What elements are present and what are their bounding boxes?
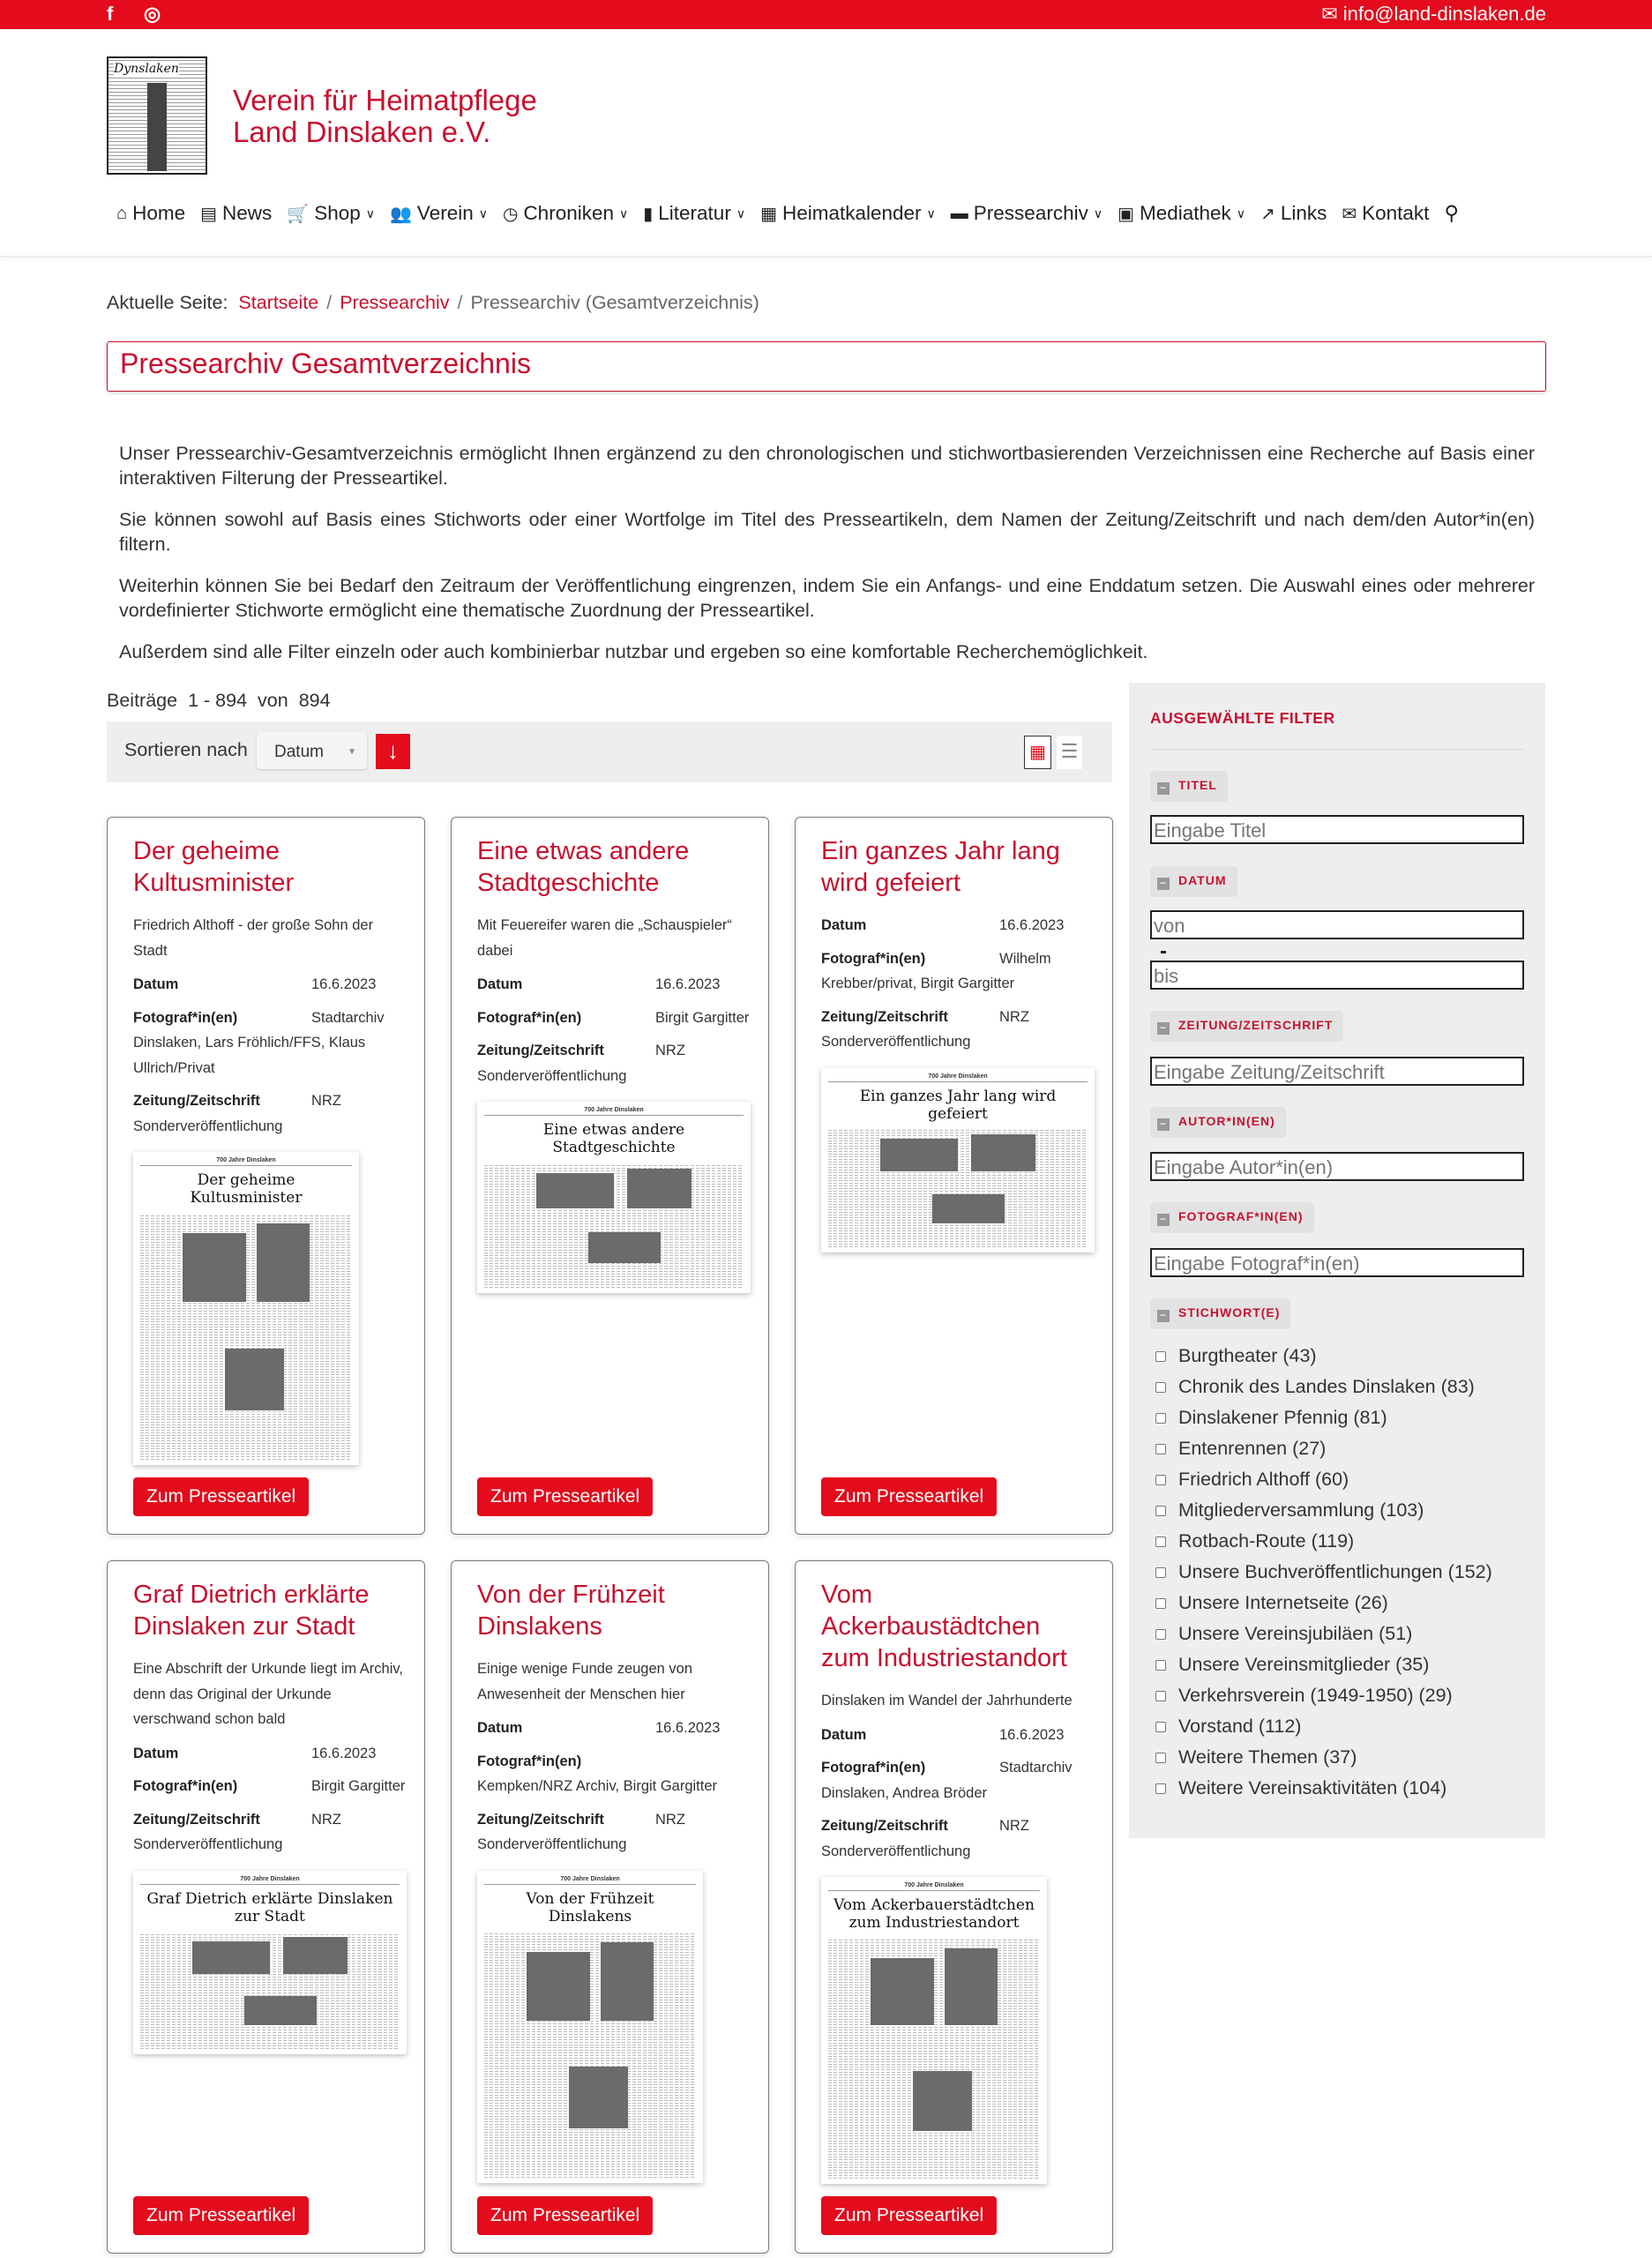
nav-links[interactable]: ↗ Links	[1260, 202, 1327, 224]
facebook-icon[interactable]: f	[107, 3, 114, 25]
list-view-icon[interactable]: ☰	[1057, 736, 1082, 769]
checkbox[interactable]	[1155, 1691, 1166, 1701]
minus-icon: −	[1157, 1214, 1170, 1226]
article-card	[795, 1560, 1113, 2254]
chevron-down-icon: ∨	[1093, 206, 1103, 221]
nav-heimatkalender[interactable]: ▦ Heimatkalender ∨	[760, 202, 936, 224]
nav-verein[interactable]: 👥 Verein ∨	[390, 202, 488, 224]
article-date: Datum 16.6.2023	[821, 917, 1065, 933]
article-card	[107, 817, 425, 1535]
article-newspaper: Zeitung/Zeitschrift NRZ Sonderveröffentlichung	[133, 1811, 341, 1852]
shop-icon: 🛒	[287, 204, 310, 224]
minus-icon: −	[1157, 1118, 1170, 1131]
checkbox[interactable]	[1155, 1506, 1166, 1516]
filter-toggle-titel[interactable]: − TITEL	[1150, 771, 1228, 802]
results-count: Beiträge 1 - 894 von 894	[107, 690, 331, 711]
keyword-checkbox[interactable]: Dinslakener Pfennig (81)	[1155, 1407, 1387, 1429]
article-date: Datum 16.6.2023	[133, 976, 377, 992]
keyword-checkbox[interactable]: Unsere Internetseite (26)	[1155, 1592, 1388, 1614]
site-header	[0, 29, 1652, 257]
sort-label: Sortieren nach	[124, 739, 248, 760]
checkbox[interactable]	[1155, 1351, 1166, 1362]
chevron-down-icon: ∨	[736, 206, 746, 221]
chevron-down-icon: ∨	[926, 206, 936, 221]
article-newspaper: Zeitung/Zeitschrift NRZ Sonderveröffentlichung	[477, 1043, 685, 1084]
minus-icon: −	[1157, 1022, 1170, 1035]
zeitung-input[interactable]	[1150, 1057, 1524, 1086]
checkbox[interactable]	[1155, 1753, 1166, 1763]
sort-bar	[107, 722, 1112, 782]
news-icon: ▤	[200, 204, 218, 224]
instagram-icon[interactable]: ◎	[144, 3, 161, 25]
article-thumbnail[interactable]: 700 Jahre Dinslaken Von der Frühzeit Dinslakens	[477, 1871, 703, 2183]
chevron-down-icon: ∨	[365, 206, 376, 221]
article-title[interactable]: Der geheime Kultusminister	[133, 837, 295, 897]
keyword-checkbox[interactable]: Burgtheater (43)	[1155, 1345, 1317, 1367]
filter-heading: AUSGEWÄHLTE FILTER	[1150, 709, 1335, 727]
chevron-down-icon: ∨	[478, 206, 488, 221]
article-subtitle: Einige wenige Funde zeugen von Anwesenheit der Menschen hier	[477, 1661, 693, 1702]
main-nav	[116, 202, 1474, 225]
caret-down-icon: ▼	[348, 747, 356, 757]
filter-toggle-autor[interactable]: − AUTOR*IN(EN)	[1150, 1107, 1286, 1138]
article-subtitle: Friedrich Althoff - der große Sohn der Stadt	[133, 917, 374, 959]
zum-presseartikel-button[interactable]: Zum Presseartikel	[477, 2196, 653, 2235]
keyword-checkbox[interactable]: Vorstand (112)	[1155, 1716, 1301, 1738]
checkbox[interactable]	[1155, 1536, 1166, 1547]
breadcrumb-current: Pressearchiv (Gesamtverzeichnis)	[470, 292, 759, 313]
checkbox[interactable]	[1155, 1598, 1166, 1609]
email-link[interactable]: ✉ info@land-dinslaken.de	[1321, 3, 1546, 25]
keyword-checkbox[interactable]: Mitgliederversammlung (103)	[1155, 1499, 1424, 1522]
keyword-checkbox[interactable]: Rotbach-Route (119)	[1155, 1530, 1354, 1552]
nav-chroniken[interactable]: ◷ Chroniken ∨	[502, 202, 629, 224]
article-photographer: Fotograf*in(en) Stadtarchiv Dinslaken, Andrea Bröder	[821, 1760, 1073, 1801]
literatur-icon: ▮	[643, 204, 654, 224]
checkbox[interactable]	[1155, 1444, 1166, 1454]
article-newspaper: Zeitung/Zeitschrift NRZ Sonderveröffentlichung	[821, 1008, 1029, 1050]
top-bar	[0, 0, 1652, 29]
keyword-checkbox[interactable]: Unsere Vereinsmitglieder (35)	[1155, 1654, 1429, 1676]
site-logo[interactable]: Dynslaken	[107, 56, 207, 175]
intro-text: Unser Pressearchiv-Gesamtverzeichnis ermöglicht Ihnen ergänzend zu den chronologischen und stichwortbasierenden Verzeichnissen eine Recherche auf Basis einer interaktiven Filterung der Presseartikel. Sie können sowohl auf Basis eines Stichworts oder einer Wortfolge im Titel des Presseartikeln, dem Namen der Zeitung/Zeitschrift und nach dem/den Autor*in(en) filtern. Weiterhin können Sie bei Bedarf den Zeitraum der Veröffentlichung eingrenzen, indem Sie ein Anfangs- und eine Enddatum setzen. Die Auswahl eines oder mehrerer vordefinierter Stichworte ermöglicht eine thematische Zuordnung der Presseartikel. Außerdem sind alle Filter einzeln oder auch kombinierbar nutzbar und ergeben so eine komfortable Recherchemöglichkeit.	[119, 443, 1535, 662]
checkbox[interactable]	[1155, 1475, 1166, 1485]
checkbox[interactable]	[1155, 1413, 1166, 1424]
keyword-checkbox[interactable]: Weitere Vereinsaktivitäten (104)	[1155, 1777, 1446, 1799]
article-card	[107, 1560, 425, 2254]
filter-toggle-stichwort[interactable]: − STICHWORT(E)	[1150, 1298, 1290, 1329]
checkbox[interactable]	[1155, 1567, 1166, 1578]
breadcrumb-startseite[interactable]: Startseite	[238, 292, 319, 313]
nav-shop[interactable]: 🛒 Shop ∨	[287, 202, 376, 224]
article-newspaper: Zeitung/Zeitschrift NRZ Sonderveröffentlichung	[821, 1818, 1029, 1859]
article-thumbnail[interactable]: 700 Jahre Dinslaken Vom Ackerbauerstädtchen zum Industriestandort	[821, 1877, 1047, 2184]
checkbox[interactable]	[1155, 1629, 1166, 1640]
article-subtitle: Dinslaken im Wandel der Jahrhunderte	[821, 1693, 1073, 1708]
minus-icon: −	[1157, 878, 1170, 890]
grid-view-icon[interactable]: ▦	[1024, 736, 1051, 769]
date-to-input[interactable]	[1150, 961, 1524, 990]
site-name[interactable]: Verein für Heimatpflege Land Dinslaken e.V.	[233, 84, 537, 148]
heimatkalender-icon: ▦	[760, 204, 777, 224]
checkbox[interactable]	[1155, 1660, 1166, 1671]
keyword-checkbox[interactable]: Unsere Vereinsjubiläen (51)	[1155, 1623, 1412, 1645]
page-title: Pressearchiv Gesamtverzeichnis	[107, 341, 1546, 392]
minus-icon: −	[1157, 1310, 1170, 1322]
chevron-down-icon: ∨	[619, 206, 629, 221]
pressearchiv-icon: ▬	[950, 203, 968, 223]
article-card	[795, 817, 1113, 1535]
chroniken-icon: ◷	[502, 204, 519, 224]
verein-icon: 👥	[390, 204, 412, 224]
article-thumbnail[interactable]: 700 Jahre Dinslaken Graf Dietrich erklärte Dinslaken zur Stadt	[133, 1871, 407, 2054]
article-date: Datum 16.6.2023	[133, 1745, 377, 1761]
search-icon[interactable]: ⚲	[1444, 202, 1459, 224]
article-subtitle: Eine Abschrift der Urkunde liegt im Archiv, denn das Original der Urkunde verschwand schon bald	[133, 1661, 403, 1727]
article-title[interactable]: Von der Frühzeit Dinslakens	[477, 1581, 665, 1641]
titel-input[interactable]	[1150, 815, 1524, 844]
keyword-checkbox[interactable]: Verkehrsverein (1949-1950) (29)	[1155, 1685, 1453, 1707]
zum-presseartikel-button[interactable]: Zum Presseartikel	[477, 1477, 653, 1516]
article-title[interactable]: Vom Ackerbaustädtchen zum Industriestandort	[821, 1581, 1067, 1672]
nav-kontakt[interactable]: ✉ Kontakt	[1342, 202, 1430, 224]
links-icon: ↗	[1260, 204, 1275, 224]
nav-home[interactable]: ⌂ Home	[116, 202, 186, 224]
zum-presseartikel-button[interactable]: Zum Presseartikel	[821, 1477, 997, 1516]
article-card	[451, 817, 769, 1535]
keyword-checkbox[interactable]: Weitere Themen (37)	[1155, 1746, 1357, 1768]
article-grid	[107, 817, 1112, 2254]
filter-sidebar	[1129, 683, 1545, 1838]
checkbox[interactable]	[1155, 1783, 1166, 1794]
filter-toggle-fotograf[interactable]: − FOTOGRAF*IN(EN)	[1150, 1202, 1314, 1233]
mediathek-icon: ▣	[1118, 204, 1134, 224]
date-separator	[1161, 951, 1166, 953]
minus-icon: −	[1157, 782, 1170, 795]
home-icon: ⌂	[116, 203, 128, 223]
nav-literatur[interactable]: ▮ Literatur ∨	[643, 202, 746, 224]
article-newspaper: Zeitung/Zeitschrift NRZ Sonderveröffentlichung	[133, 1093, 341, 1134]
nav-pressearchiv[interactable]: ▬ Pressearchiv ∨	[950, 202, 1103, 224]
nav-mediathek[interactable]: ▣ Mediathek ∨	[1118, 202, 1246, 224]
article-photographer: Fotograf*in(en) Wilhelm Krebber/privat, Birgit Gargitter	[821, 950, 1051, 991]
filter-toggle-zeitung[interactable]: − ZEITUNG/ZEITSCHRIFT	[1150, 1011, 1343, 1042]
envelope-icon: ✉	[1321, 3, 1343, 25]
date-from-input[interactable]	[1150, 910, 1524, 939]
checkbox[interactable]	[1155, 1722, 1166, 1732]
keyword-checkbox[interactable]: Entenrennen (27)	[1155, 1438, 1326, 1460]
article-title[interactable]: Eine etwas andere Stadtgeschichte	[477, 837, 690, 897]
article-title[interactable]: Graf Dietrich erklärte Dinslaken zur Stadt	[133, 1581, 370, 1641]
filter-toggle-datum[interactable]: − DATUM	[1150, 866, 1237, 897]
keyword-checkbox[interactable]: Chronik des Landes Dinslaken (83)	[1155, 1376, 1475, 1398]
breadcrumb-pressearchiv[interactable]: Pressearchiv	[340, 292, 450, 313]
sort-select[interactable]: Datum ▼	[257, 732, 367, 769]
breadcrumb: Aktuelle Seite: Startseite / Pressearchiv / Pressearchiv (Gesamtverzeichnis)	[107, 292, 759, 313]
article-photographer: Fotograf*in(en) Stadtarchiv Dinslaken, Lars Fröhlich/FFS, Klaus Ullrich/Privat	[133, 1009, 385, 1076]
article-thumbnail[interactable]: 700 Jahre Dinslaken Der geheime Kultusminister	[133, 1152, 359, 1465]
article-date: Datum 16.6.2023	[477, 976, 721, 992]
zum-presseartikel-button[interactable]: Zum Presseartikel	[133, 2196, 309, 2235]
sort-direction-button[interactable]: ↓	[376, 734, 410, 769]
article-title[interactable]: Ein ganzes Jahr lang wird gefeiert	[821, 837, 1060, 897]
keyword-checkbox[interactable]: Unsere Buchveröffentlichungen (152)	[1155, 1561, 1492, 1583]
keyword-checkbox[interactable]: Friedrich Althoff (60)	[1155, 1469, 1349, 1491]
article-newspaper: Zeitung/Zeitschrift NRZ Sonderveröffentlichung	[477, 1811, 685, 1852]
article-photographer: Fotograf*in(en) Birgit Gargitter	[133, 1778, 406, 1794]
article-date: Datum 16.6.2023	[477, 1720, 721, 1736]
kontakt-icon: ✉	[1342, 204, 1357, 224]
article-photographer: Fotograf*in(en) Birgit Gargitter	[477, 1009, 750, 1026]
autor-input[interactable]	[1150, 1152, 1524, 1181]
article-subtitle: Mit Feuereifer waren die „Schauspieler“ dabei	[477, 917, 732, 959]
checkbox[interactable]	[1155, 1382, 1166, 1393]
zum-presseartikel-button[interactable]: Zum Presseartikel	[133, 1477, 309, 1516]
fotograf-input[interactable]	[1150, 1248, 1524, 1277]
article-thumbnail[interactable]: 700 Jahre Dinslaken Ein ganzes Jahr lang wird gefeiert	[821, 1068, 1095, 1252]
nav-news[interactable]: ▤ News	[200, 202, 273, 224]
article-photographer: Fotograf*in(en)Kempken/NRZ Archiv, Birgit Gargitter	[477, 1753, 718, 1794]
article-thumbnail[interactable]: 700 Jahre Dinslaken Eine etwas andere Stadtgeschichte	[477, 1102, 751, 1293]
article-card	[451, 1560, 769, 2254]
chevron-down-icon: ∨	[1236, 206, 1246, 221]
article-date: Datum 16.6.2023	[821, 1726, 1065, 1743]
zum-presseartikel-button[interactable]: Zum Presseartikel	[821, 2196, 997, 2235]
